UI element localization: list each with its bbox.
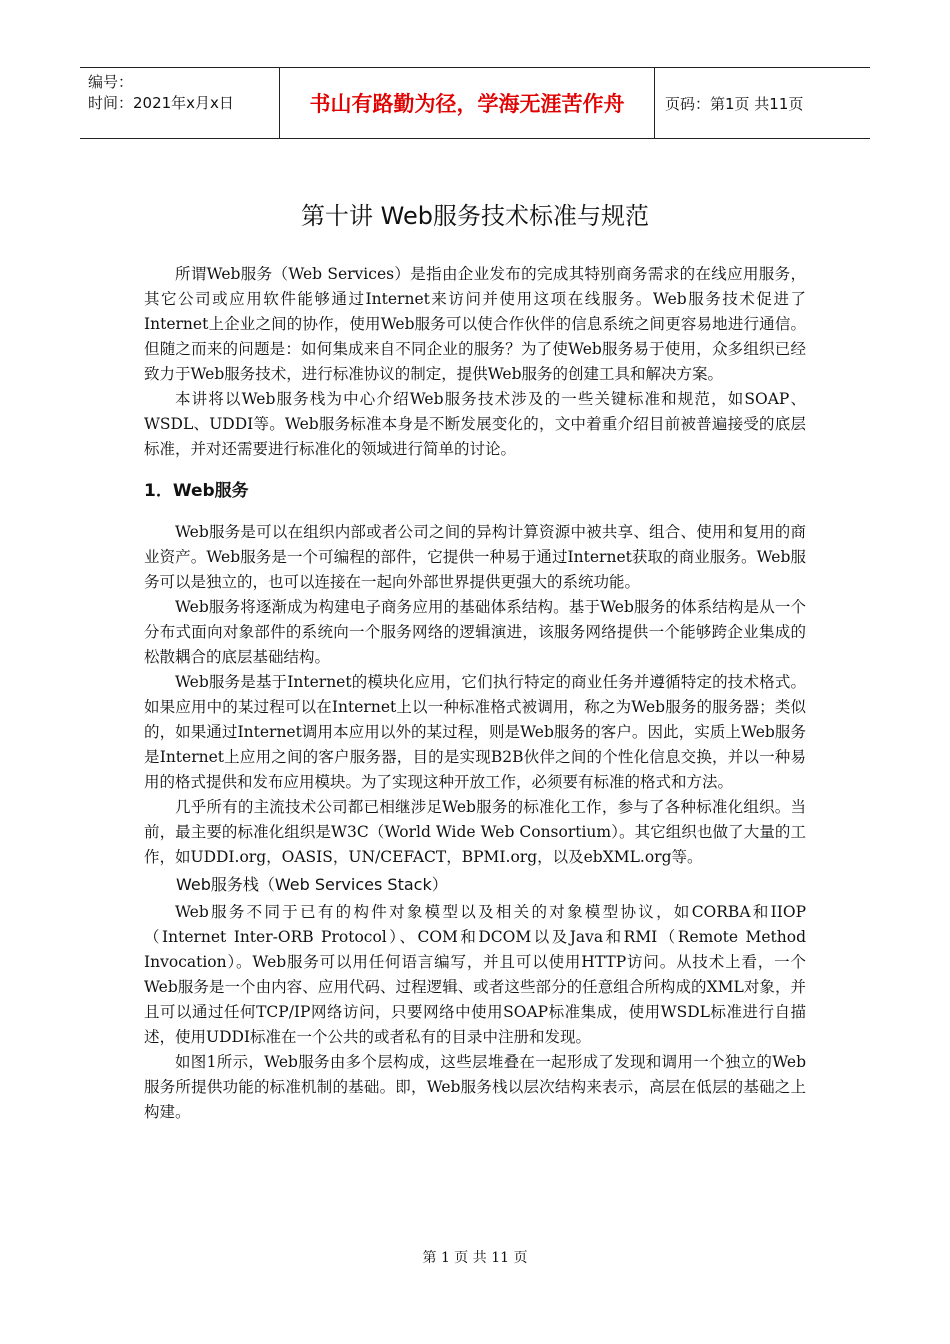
document-number-label: 编号：	[88, 73, 134, 91]
document-date: 时间：2021年x月x日	[88, 94, 234, 112]
body-paragraph: 如图1所示，Web服务由多个层构成，这些层堆叠在一起形成了发现和调用一个独立的Web服务所提供功能的标准机制的基础。即，Web服务栈以层次结构来表示，高层在低层的基础之上构建。	[144, 1053, 806, 1121]
body-paragraph: Web服务将逐渐成为构建电子商务应用的基础体系结构。基于Web服务的体系结构是从一个分布式面向对象部件的系统向一个服务网络的逻辑演进，该服务网络提供一个能够跨企业集成的松散耦合的底层基础结构。	[144, 598, 806, 666]
intro-paragraph: 所谓Web服务（Web Services）是指由企业发布的完成其特别商务需求的在线应用服务，其它公司或应用软件能够通过Internet来访问并使用这项在线服务。Web服务技术促进了Internet上企业之间的协作，使用Web服务可以使合作伙伴的信息系统之间更容易地进行通信。但随之而来的问题是：如何集成来自不同企业的服务？为了使Web服务易于使用，众多组织已经致力于Web服务技术，进行标准协议的制定，提供Web服务的创建工具和解决方案。	[144, 265, 806, 383]
section-heading: 1．Web服务	[144, 481, 249, 501]
document-title: 第十讲 Web服务技术标准与规范	[301, 202, 649, 230]
body-paragraph: Web服务是基于Internet的模块化应用，它们执行特定的商业任务并遵循特定的技术格式。如果应用中的某过程可以在Internet上以一种标准格式被调用，称之为Web服务的服务器；类似的，如果通过Internet调用本应用以外的某过程，则是Web服务的客户。因此，实质上Web服务是Internet上应用之间的客户服务器，目的是实现B2B伙伴之间的个性化信息交换，并以一种易用的格式提供和发布应用模块。为了实现这种开放工作，必须要有标准的格式和方法。	[144, 673, 806, 791]
header-meta	[80, 68, 280, 138]
body-paragraph: 几乎所有的主流技术公司都已相继涉足Web服务的标准化工作，参与了各种标准化组织。当前，最主要的标准化组织是W3C（World Wide Web Consortium）。其它组织也做了大量的工作，如UDDI.org，OASIS，UN/CEFACT，BPMI.org，以及ebXML.org等。	[144, 798, 806, 866]
intro-paragraph: 本讲将以Web服务栈为中心介绍Web服务技术涉及的一些关键标准和规范，如SOAP、WSDL、UDDI等。Web服务标准本身是不断发展变化的，文中着重介绍目前被普遍接受的底层标准，并对还需要进行标准化的领域进行简单的讨论。	[144, 390, 806, 458]
page-header	[80, 67, 870, 139]
page-footer: 第 1 页 共 11 页	[422, 1250, 528, 1266]
subsection-heading: Web服务栈（Web Services Stack）	[176, 875, 448, 894]
document-body	[144, 262, 806, 1125]
header-motto: 书山有路勤为径，学海无涯苦作舟	[280, 68, 655, 138]
header-page-info: 页码：第1页 共11页	[665, 94, 804, 113]
body-paragraph: Web服务是可以在组织内部或者公司之间的异构计算资源中被共享、组合、使用和复用的商业资产。Web服务是一个可编程的部件，它提供一种易于通过Internet获取的商业服务。Web服务可以是独立的，也可以连接在一起向外部世界提供更强大的系统功能。	[144, 523, 806, 591]
body-paragraph: Web服务不同于已有的构件对象模型以及相关的对象模型协议，如CORBA和IIOP（Internet Inter-ORB Protocol）、COM和DCOM以及Java和RMI（Remote Method Invocation）。Web服务可以用任何语言编写，并且可以使用HTTP访问。从技术上看，一个Web服务是一个由内容、应用代码、过程逻辑、或者这些部分的任意组合所构成的XML对象，并且可以通过任何TCP/IP网络访问，只要网络中使用SOAP标准集成，使用WSDL标准进行自描述，使用UDDI标准在一个公共的或者私有的目录中注册和发现。	[144, 903, 806, 1046]
